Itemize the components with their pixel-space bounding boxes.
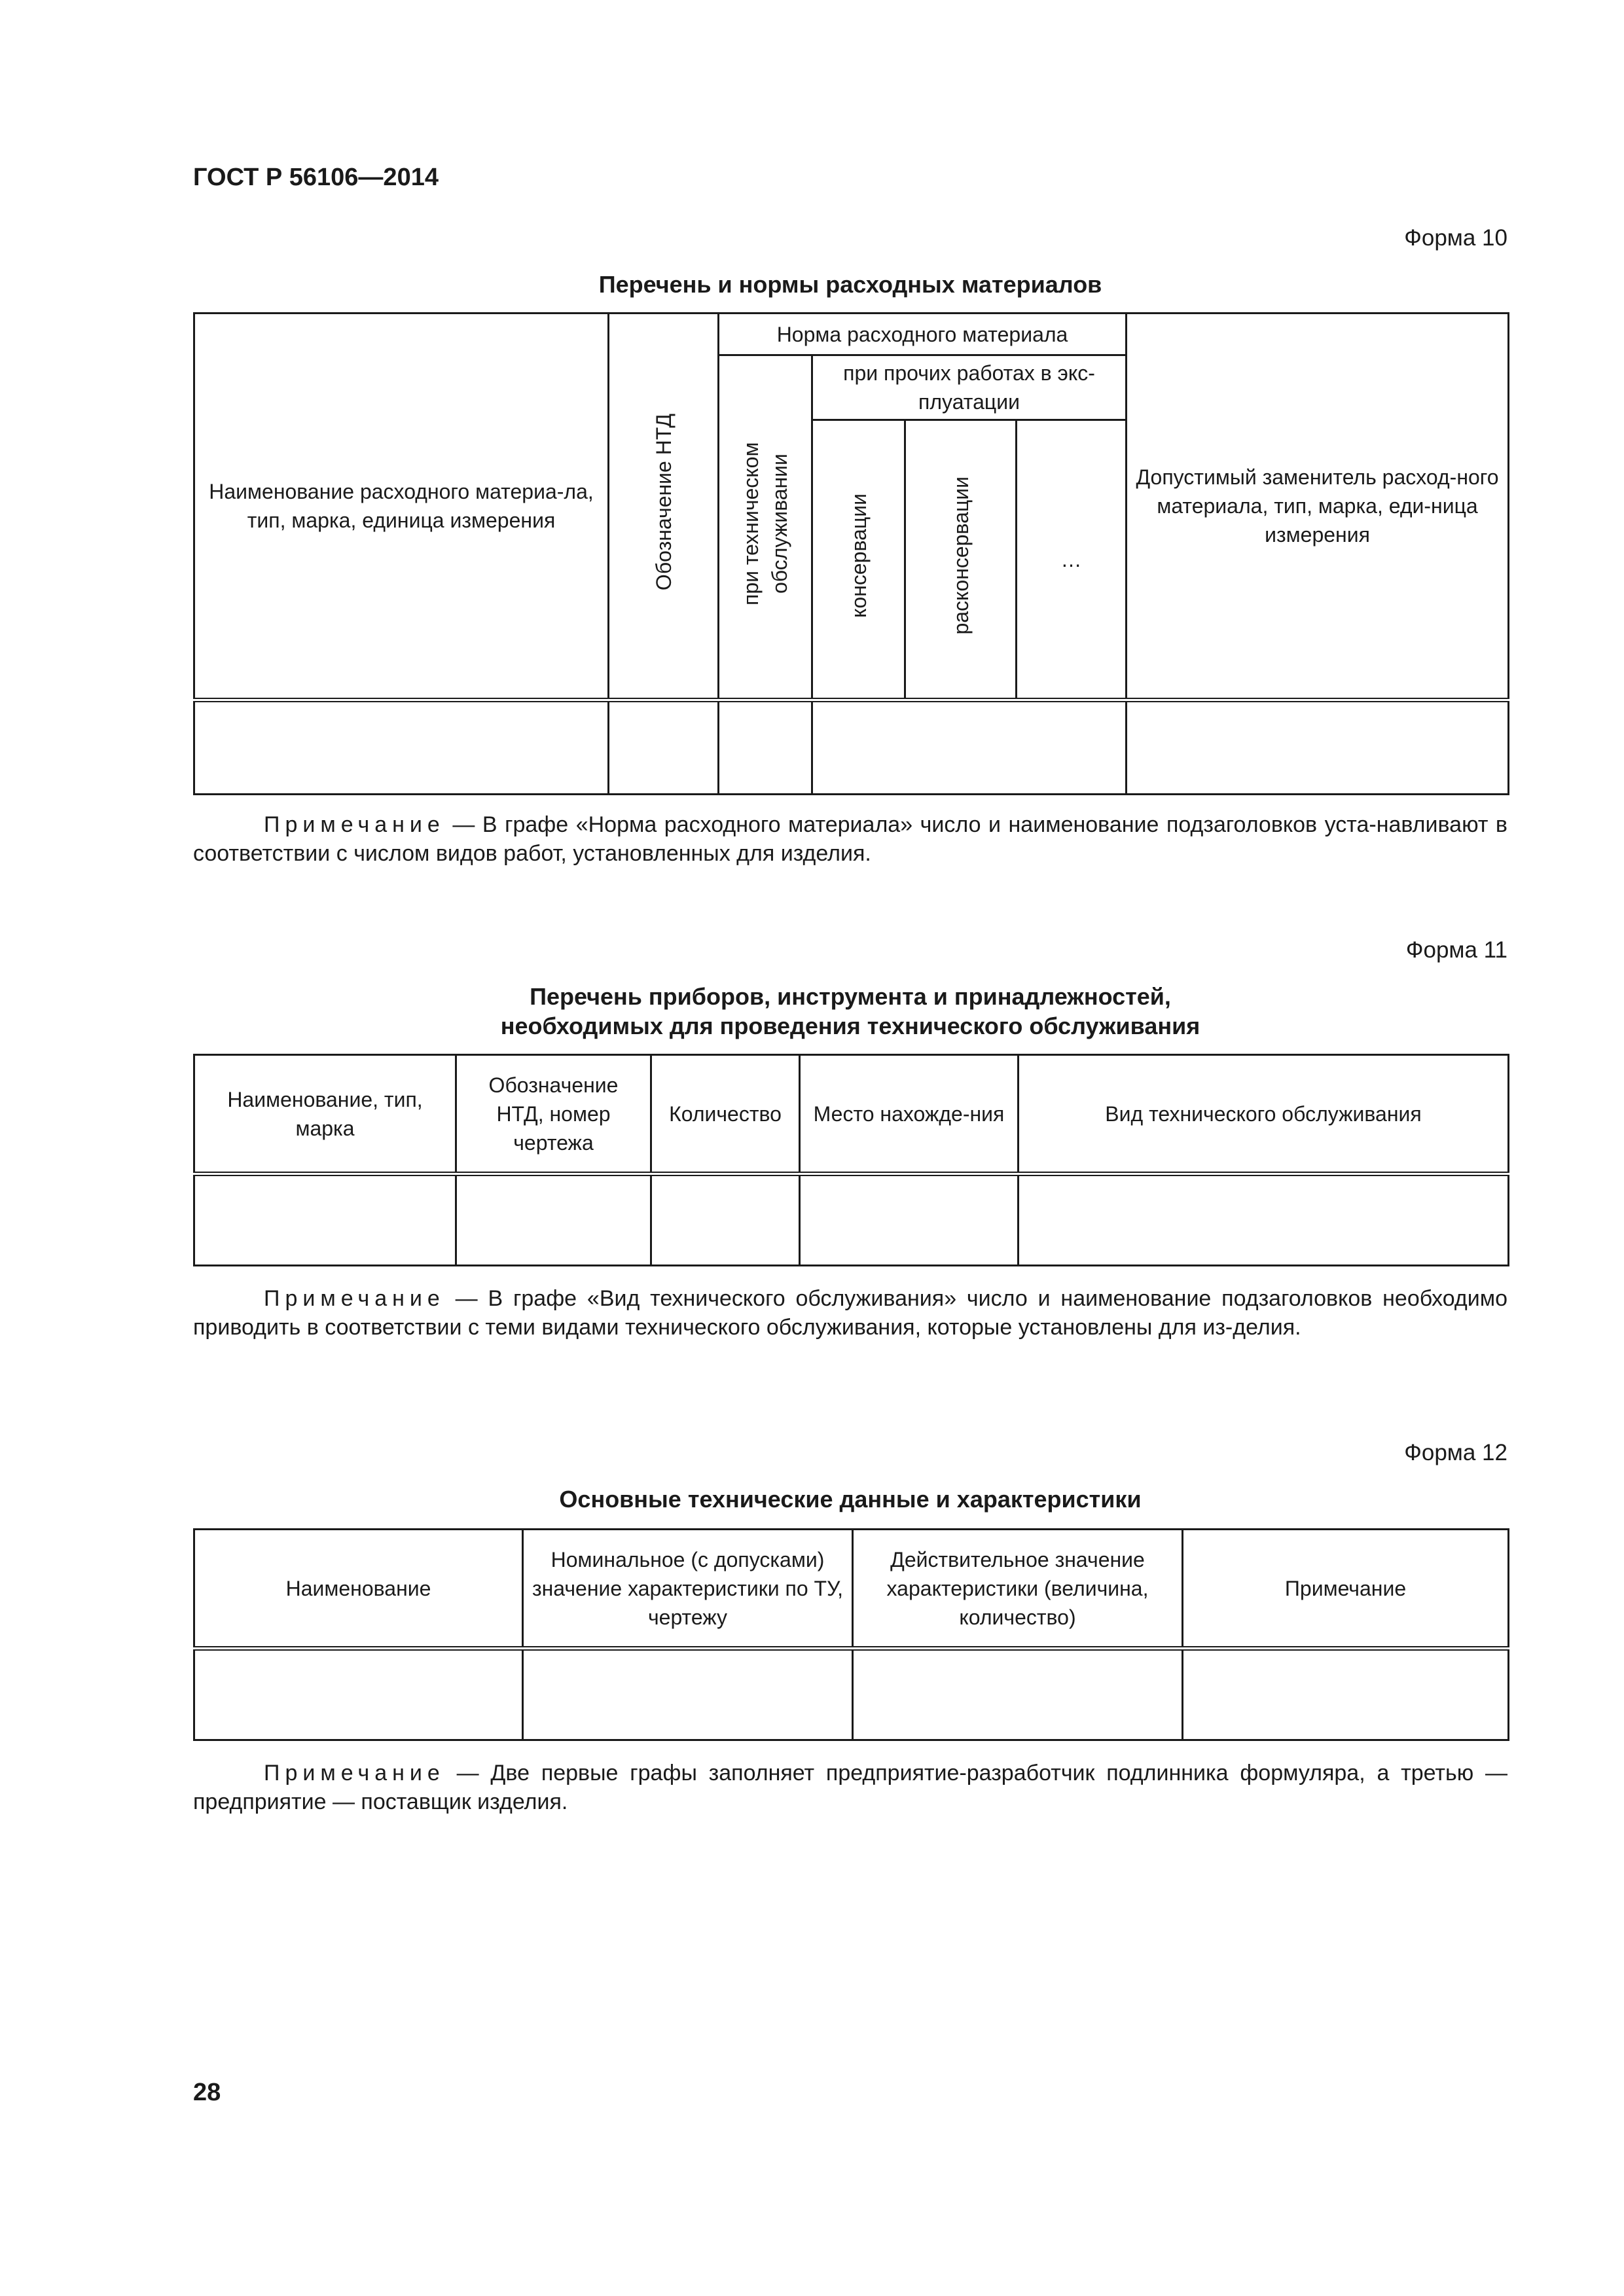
- page-number: 28: [193, 2079, 221, 2106]
- table-row: [194, 1174, 1509, 1266]
- table-cell: [523, 1649, 853, 1740]
- form12-label: Форма 12: [1404, 1440, 1507, 1465]
- col-maintenance-type: Вид технического обслуживания: [1019, 1055, 1509, 1174]
- form12-table: [193, 1528, 1509, 1741]
- col-name: Наименование: [194, 1530, 523, 1649]
- note-prefix: Примечание: [264, 1286, 445, 1311]
- table-cell: [609, 700, 719, 795]
- table-row: [194, 1649, 1509, 1740]
- col-ntd: [609, 314, 719, 700]
- table-cell: [1183, 1649, 1509, 1740]
- col-location: Место нахожде-ния: [800, 1055, 1019, 1174]
- col-actual-value: Действительное значение характеристики (величина, количество): [853, 1530, 1183, 1649]
- form11-title-line1: Перечень приборов, инструмента и принадлежностей,: [530, 983, 1171, 1010]
- table-cell: [194, 1174, 456, 1266]
- col-norm-group: Норма расходного материала: [719, 314, 1127, 355]
- col-ntd-drawing: Обозначение НТД, номер чертежа: [456, 1055, 651, 1174]
- form11-title: [193, 982, 1507, 1041]
- note-text: — В графе «Вид технического обслуживания» число и наименование подзаголовков необходимо приводить в соответствии с теми видами технического обслуживания, которые установлены для из-делия.: [193, 1286, 1507, 1340]
- col-substitute: Допустимый заменитель расход-ного материала, тип, марка, еди-ница измерения: [1127, 314, 1509, 700]
- form11-label: Форма 11: [1405, 937, 1507, 963]
- col-other-group: при прочих работах в экс-плуатации: [812, 355, 1127, 420]
- form12-title: Основные технические данные и характеристики: [559, 1486, 1142, 1513]
- table-cell: [651, 1174, 800, 1266]
- form10-note: [193, 810, 1507, 868]
- table-cell: [1127, 700, 1509, 795]
- form11-note: [193, 1284, 1507, 1342]
- table-cell: [456, 1174, 651, 1266]
- table-cell: [853, 1649, 1183, 1740]
- col-ellipsis: …: [1017, 420, 1127, 700]
- note-prefix: Примечание: [264, 1761, 445, 1785]
- col-name-type: Наименование, тип, марка: [194, 1055, 456, 1174]
- table-cell: [719, 700, 812, 795]
- table-row: [194, 700, 1509, 795]
- table-cell: [800, 1174, 1019, 1266]
- note-text: — Две первые графы заполняет предприятие-разработчик подлинника формуляра, а третью — предприятие — поставщик изделия.: [193, 1761, 1507, 1814]
- note-prefix: Примечание: [264, 812, 445, 837]
- form10-table: [193, 312, 1509, 795]
- table-cell: [812, 700, 1127, 795]
- document-header: ГОСТ Р 56106—2014: [193, 164, 439, 191]
- col-reconservation: [905, 420, 1017, 700]
- col-conservation-label: консервации: [846, 493, 871, 618]
- table-cell: [1019, 1174, 1509, 1266]
- form10-label: Форма 10: [1404, 225, 1507, 251]
- col-maintenance-label: при техническом обслуживании: [739, 441, 791, 605]
- col-maintenance: [719, 355, 812, 700]
- col-reconservation-label: расконсервации: [948, 476, 973, 635]
- col-material-name: Наименование расходного материа-ла, тип, марка, единица измерения: [194, 314, 609, 700]
- col-conservation: [812, 420, 905, 700]
- col-remark: Примечание: [1183, 1530, 1509, 1649]
- col-quantity: Количество: [651, 1055, 800, 1174]
- form12-note: [193, 1759, 1507, 1816]
- form11-table: [193, 1054, 1509, 1266]
- col-nominal-value: Номинальное (с допусками) значение характеристики по ТУ, чертежу: [523, 1530, 853, 1649]
- note-text: — В графе «Норма расходного материала» число и наименование подзаголовков уста-навливают в соответствии с числом видов работ, установленных для изделия.: [193, 812, 1507, 866]
- col-ntd-label: Обозначение НТД: [651, 414, 676, 591]
- table-cell: [194, 700, 609, 795]
- form11-title-line2: необходимых для проведения технического обслуживания: [500, 1013, 1200, 1039]
- table-cell: [194, 1649, 523, 1740]
- form10-title: Перечень и нормы расходных материалов: [598, 271, 1102, 298]
